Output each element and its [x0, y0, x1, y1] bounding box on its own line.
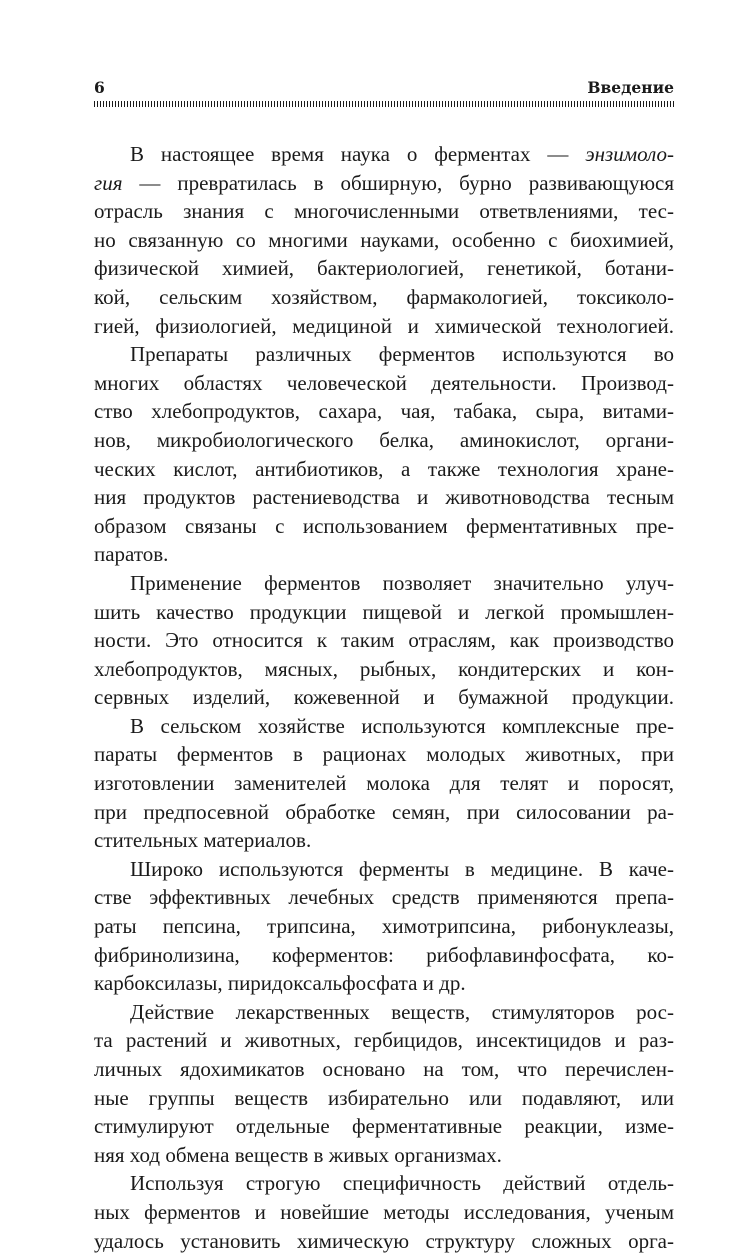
- text-line: но связанную со многими науками, особенно с биохимией,: [94, 227, 674, 252]
- text-line: параты ферментов в рационах молодых животных, при: [94, 742, 674, 767]
- text-line: сервных изделий, кожевенной и бумажной продукции.: [94, 685, 674, 710]
- text-line: няя ход обмена веществ в живых организмах.: [94, 1142, 502, 1167]
- text-line: многих областях человеческой деятельности. Производ-: [94, 370, 674, 395]
- paragraph: [94, 712, 674, 855]
- body-text: [94, 140, 674, 1255]
- text-line: Применение ферментов позволяет значительно улуч-: [130, 570, 674, 595]
- text-line: стве эффективных лечебных средств применяются препа-: [94, 885, 674, 910]
- text-line: раты пепсина, трипсина, химотрипсина, рибонуклеазы,: [94, 914, 674, 939]
- text-line: образом связаны с использованием ферментативных пре-: [94, 513, 674, 538]
- paragraph: [94, 998, 674, 1170]
- text-line: стительных материалов.: [94, 828, 312, 853]
- italic-term: гия: [94, 170, 123, 195]
- text-line: физической химией, бактериологией, генетикой, ботани-: [94, 256, 674, 281]
- text-line: гией, физиологией, медициной и химической технологией.: [94, 313, 674, 338]
- text-line: при предпосевной обработке семян, при силосовании ра-: [94, 799, 674, 824]
- paragraph: [94, 1169, 674, 1255]
- text-line: Используя строгую специфичность действий отдель-: [130, 1171, 674, 1196]
- text-line: Широко используются ферменты в медицине. В каче-: [130, 856, 674, 881]
- text-line: хлебопродуктов, мясных, рыбных, кондитерских и кон-: [94, 656, 674, 681]
- italic-term: энзимоло-: [585, 142, 674, 166]
- section-title: Введение: [587, 78, 674, 97]
- page-number: 6: [94, 78, 105, 97]
- text-line: карбоксилазы, пиридоксальфосфата и др.: [94, 971, 466, 996]
- text-line: нов, микробиологического белка, аминокислот, органи-: [94, 427, 674, 452]
- text-line: отрасль знания с многочисленными ответвлениями, тес-: [94, 199, 674, 224]
- header-divider: [94, 101, 674, 107]
- text-line: ных ферментов и новейшие методы исследования, ученым: [94, 1199, 674, 1224]
- text-line: ческих кислот, антибиотиков, а также технология хране-: [94, 456, 674, 481]
- text-line: ности. Это относится к таким отраслям, как производство: [94, 628, 674, 653]
- running-head: [94, 78, 674, 98]
- text-line: паратов.: [94, 542, 169, 567]
- text-line: Препараты различных ферментов используются во: [130, 342, 674, 367]
- text-line: фибринолизина, коферментов: рибофлавинфосфата, ко-: [94, 942, 674, 967]
- text-line: гия — превратилась в обширную, бурно развивающуюся: [94, 170, 674, 195]
- paragraph: [94, 340, 674, 569]
- text-line: изготовлении заменителей молока для телят и поросят,: [94, 771, 674, 796]
- text-line: Действие лекарственных веществ, стимуляторов рос-: [130, 999, 674, 1024]
- text-line: В сельском хозяйстве используются комплексные пре-: [130, 713, 674, 738]
- text-line: личных ядохимикатов основано на том, что перечислен-: [94, 1057, 674, 1081]
- paragraph: [94, 855, 674, 998]
- text-line: шить качество продукции пищевой и легкой промышлен-: [94, 599, 674, 624]
- text-line: ния продуктов растениеводства и животноводства тесным: [94, 485, 674, 510]
- text-line: стимулируют отдельные ферментативные реакции, изме-: [94, 1114, 674, 1139]
- text-line: ные группы веществ избирательно или подавляют, или: [94, 1085, 674, 1110]
- text-line: ство хлебопродуктов, сахара, чая, табака, сыра, витами-: [94, 399, 674, 424]
- text-line: кой, сельским хозяйством, фармакологией, токсиколо-: [94, 284, 674, 309]
- text-line: В настоящее время наука о ферментах — энзимоло-: [130, 142, 674, 166]
- paragraph: [94, 569, 674, 712]
- text-line: та растений и животных, гербицидов, инсектицидов и раз-: [94, 1028, 674, 1053]
- text-line: удалось установить химическую структуру сложных орга-: [94, 1228, 674, 1253]
- paragraph: [94, 140, 674, 340]
